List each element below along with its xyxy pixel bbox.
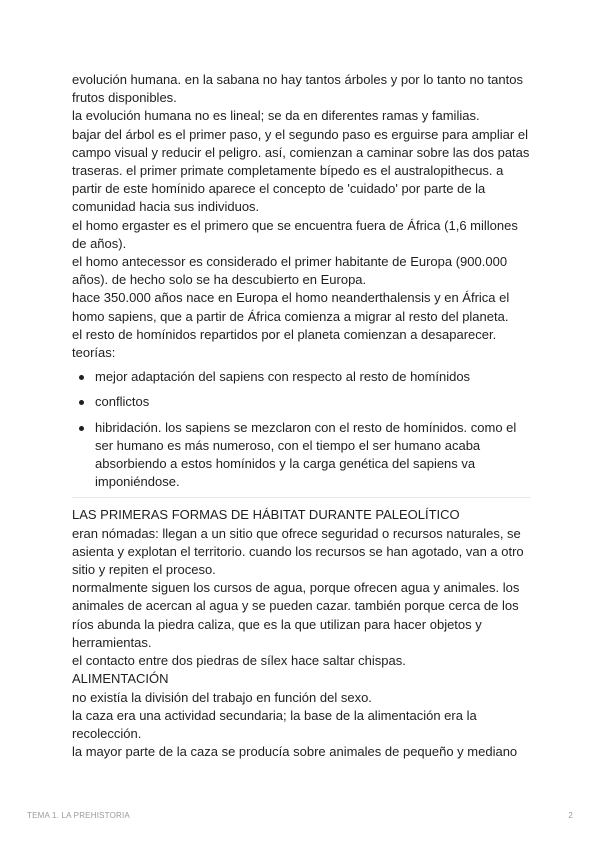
page-footer	[27, 811, 573, 820]
bullet-icon	[79, 375, 84, 380]
paragraph: evolución humana. en la sabana no hay tantos árboles y por lo tanto no tantos frutos disponibles.	[72, 72, 523, 106]
list-item	[72, 419, 530, 492]
paragraph: el contacto entre dos piedras de sílex hace saltar chispas.	[72, 653, 406, 669]
paragraph: no existía la división del trabajo en función del sexo.	[72, 689, 372, 705]
bullet-icon	[79, 426, 84, 431]
list-item	[72, 393, 530, 411]
document-body	[72, 71, 530, 761]
paragraph: el homo ergaster es el primero que se encuentra fuera de África (1,6 millones de años).	[72, 217, 518, 251]
list-item	[72, 368, 530, 386]
paragraph: bajar del árbol es el primer paso, y el segundo paso es erguirse para ampliar el campo visual y reducir el peligro. así, comienzan a caminar sobre las dos patas traseras. el primer primate completamente bípedo es el australopithecus. a partir de este homínido aparece el concepto de 'cuidado' por parte de la comunidad hacia sus individuos.	[72, 126, 530, 215]
list-item-text: conflictos	[95, 394, 150, 410]
bullet-icon	[79, 400, 84, 405]
paragraph: hace 350.000 años nace en Europa el homo neanderthalensis y en África el homo sapiens, que a partir de África comienza a migrar al resto del planeta.	[72, 290, 510, 324]
list-item-text: hibridación. los sapiens se mezclaron con el resto de homínidos. como el ser humano es más numeroso, con el tiempo el ser humano acaba absorbiendo a estos homínidos y la carga genética del sapiens va imponiéndose.	[95, 419, 517, 490]
theories-list	[72, 368, 530, 491]
list-item-text: mejor adaptación del sapiens con respecto al resto de homínidos	[95, 369, 471, 385]
subsection-title: ALIMENTACIÓN	[72, 671, 169, 687]
page-number: 2	[568, 811, 573, 820]
paragraph: la caza era una actividad secundaria; la base de la alimentación era la recolección.	[72, 707, 477, 741]
paragraph: la evolución humana no es lineal; se da en diferentes ramas y familias.	[72, 108, 480, 124]
paragraph: normalmente siguen los cursos de agua, porque ofrecen agua y animales. los animales de acercan al agua y se pueden cazar. también porque cerca de los ríos abunda la piedra caliza, que es la que utilizan para hacer objetos y herramientas.	[72, 580, 520, 650]
paragraph: teorías:	[72, 345, 116, 361]
section-divider	[72, 497, 530, 498]
paragraph: el homo antecessor es considerado el primer habitante de Europa (900.000 años). de hecho solo se ha descubierto en Europa.	[72, 254, 508, 288]
paragraph: el resto de homínidos repartidos por el planeta comienzan a desaparecer.	[72, 326, 497, 342]
paragraph: la mayor parte de la caza se producía sobre animales de pequeño y mediano	[72, 744, 518, 760]
paragraph: eran nómadas: llegan a un sitio que ofrece seguridad o recursos naturales, se asienta y explotan el territorio. cuando los recursos se han agotado, van a otro sitio y repiten el proceso.	[72, 525, 524, 578]
footer-title: TEMA 1. LA PREHISTORIA	[27, 811, 130, 820]
section-title: LAS PRIMERAS FORMAS DE HÁBITAT DURANTE PALEOLÍTICO	[72, 507, 460, 523]
